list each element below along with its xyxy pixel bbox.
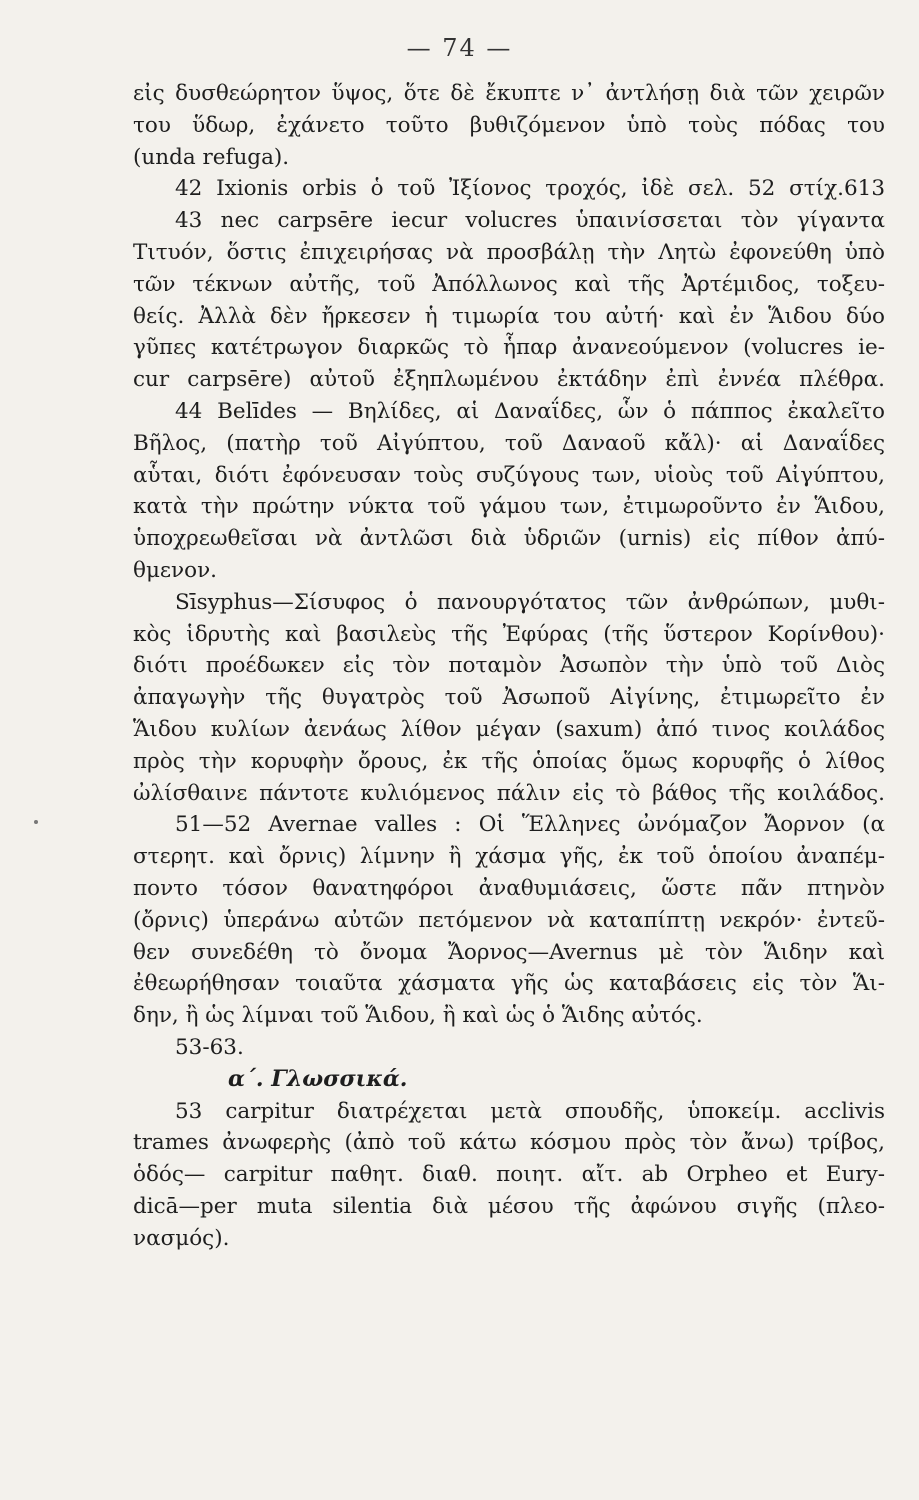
text-line: 43 nec carpsēre iecur volucres ὑπαινίσσεται τὸν γίγαντα bbox=[175, 208, 885, 234]
text-line: κατὰ τὴν πρώτην νύκτα τοῦ γάμου των, ἐτιμωροῦντο ἐν Ἅιδου, bbox=[133, 494, 885, 520]
text-line: 53-63. bbox=[175, 1034, 244, 1060]
text-line: Sīsyphus—Σίσυφος ὁ πανουργότατος τῶν ἀνθρώπων, μυθι- bbox=[175, 589, 885, 615]
text-line: ὑποχρεωθεῖσαι νὰ ἀντλῶσι διὰ ὑδριῶν (urnis) εἰς πίθον ἀπύ- bbox=[133, 526, 885, 552]
text-line: ποντο τόσον θανατηφόροι ἀναθυμιάσεις, ὥστε πᾶν πτηνὸν bbox=[133, 875, 885, 901]
text-line: αὗται, διότι ἐφόνευσαν τοὺς συζύγους των, υἱοὺς τοῦ Αἰγύπτου, bbox=[133, 462, 885, 488]
text-line: (ὄρνις) ὑπεράνω αὐτῶν πετόμενον νὰ καταπίπτῃ νεκρόν· ἐντεῦ- bbox=[133, 907, 885, 933]
text-line: του ὕδωρ, ἐχάνετο τοῦτο βυθιζόμενον ὑπὸ τοὺς πόδας του bbox=[133, 112, 885, 138]
text-line: διότι προέδωκεν εἰς τὸν ποταμὸν Ἀσωπὸν τὴν ὑπὸ τοῦ Διὸς bbox=[133, 653, 885, 679]
text-line: εἰς δυσθεώρητον ὕψος, ὅτε δὲ ἔκυπτε ν᾽ ἀντλήσῃ διὰ τῶν χειρῶν bbox=[133, 81, 885, 106]
text-line: trames ἀνωφερὴς (ἀπὸ τοῦ κάτω κόσμου πρὸς τὸν ἄνω) τρίβος, bbox=[133, 1130, 885, 1156]
text-line: πρὸς τὴν κορυφὴν ὄρους, ἐκ τῆς ὁποίας ὅμως κορυφῆς ὁ λίθος bbox=[133, 748, 885, 774]
text-line: στερητ. καὶ ὄρνις) λίμνην ἢ χάσμα γῆς, ἐκ τοῦ ὁποίου ἀναπέμ- bbox=[133, 844, 885, 870]
text-line: κὸς ἱδρυτὴς καὶ βασιλεὺς τῆς Ἐφύρας (τῆς ὕστερον Κορίνθου)· bbox=[133, 621, 885, 647]
text-line: τῶν τέκνων αὐτῆς, τοῦ Ἀπόλλωνος καὶ τῆς Ἀρτέμιδος, τοξευ- bbox=[133, 271, 885, 297]
text-line: cur carpsēre) αὐτοῦ ἐξηπλωμένου ἐκτάδην ἐπὶ ἐννέα πλέθρα. bbox=[133, 367, 885, 393]
text-line: γῦπες κατέτρωγον διαρκῶς τὸ ἧπαρ ἀνανεούμενον (volucres ie- bbox=[133, 335, 885, 361]
text-line: Ἅιδου κυλίων ἀενάως λίθον μέγαν (saxum) ἀπό τινος κοιλάδος bbox=[133, 716, 885, 742]
text-line: dicā—per muta silentia διὰ μέσου τῆς ἀφώνου σιγῆς (πλεο- bbox=[133, 1193, 885, 1219]
section-heading: α΄. Γλωσσικά. bbox=[228, 1065, 408, 1092]
text-line: θεν συνεδέθη τὸ ὄνομα Ἄορνος—Avernus μὲ τὸν Ἅιδην καὶ bbox=[133, 939, 885, 965]
text-line: θείς. Ἀλλὰ δὲν ἤρκεσεν ἡ τιμωρία του αὐτή· καὶ ἐν Ἅιδου δύο bbox=[133, 303, 885, 329]
text-line: 53 carpitur διατρέχεται μετὰ σπουδῆς, ὑποκείμ. acclivis bbox=[175, 1098, 885, 1124]
text-line: 42 Ixionis orbis ὁ τοῦ Ἰξίονος τροχός, ἰδὲ σελ. 52 στίχ.613 bbox=[175, 176, 885, 202]
margin-dot bbox=[34, 820, 38, 824]
text-line: θμενον. bbox=[133, 557, 217, 583]
text-line: (unda refuga). bbox=[133, 144, 290, 170]
text-line: 51—52 Avernae valles : Οἱ Ἕλληνες ὠνόμαζον Ἄορνον (α bbox=[175, 812, 885, 838]
commentary-text bbox=[133, 78, 885, 1254]
text-line: νασμός). bbox=[133, 1225, 230, 1251]
text-line: ἀπαγωγὴν τῆς θυγατρὸς τοῦ Ἀσωποῦ Αἰγίνης, ἐτιμωρεῖτο ἐν bbox=[133, 685, 885, 711]
text-line: ὁδός— carpitur παθητ. διαθ. ποιητ. αἴτ. ab Orpheo et Eury- bbox=[133, 1162, 885, 1188]
page-number: — 74 — bbox=[406, 34, 513, 62]
text-line: ὠλίσθαινε πάντοτε κυλιόμενος πάλιν εἰς τὸ βάθος τῆς κοιλάδος. bbox=[133, 780, 885, 806]
text-line: 44 Belīdes — Βηλίδες, αἱ Δαναΐδες, ὧν ὁ πάππος ἐκαλεῖτο bbox=[175, 398, 885, 424]
text-line: Βῆλος, (πατὴρ τοῦ Αἰγύπτου, τοῦ Δαναοῦ κἄλ)· αἱ Δαναΐδες bbox=[133, 430, 885, 456]
text-line: Τιτυόν, ὅστις ἐπιχειρήσας νὰ προσβάλῃ τὴν Λητὼ ἐφονεύθη ὑπὸ bbox=[133, 239, 885, 265]
text-line: ἐθεωρήθησαν τοιαῦτα χάσματα γῆς ὡς καταβάσεις εἰς τὸν Ἅι- bbox=[133, 971, 885, 997]
text-line: δην, ἢ ὡς λίμναι τοῦ Ἅιδου, ἢ καὶ ὡς ὁ Ἅιδης αὐτός. bbox=[133, 1003, 703, 1029]
